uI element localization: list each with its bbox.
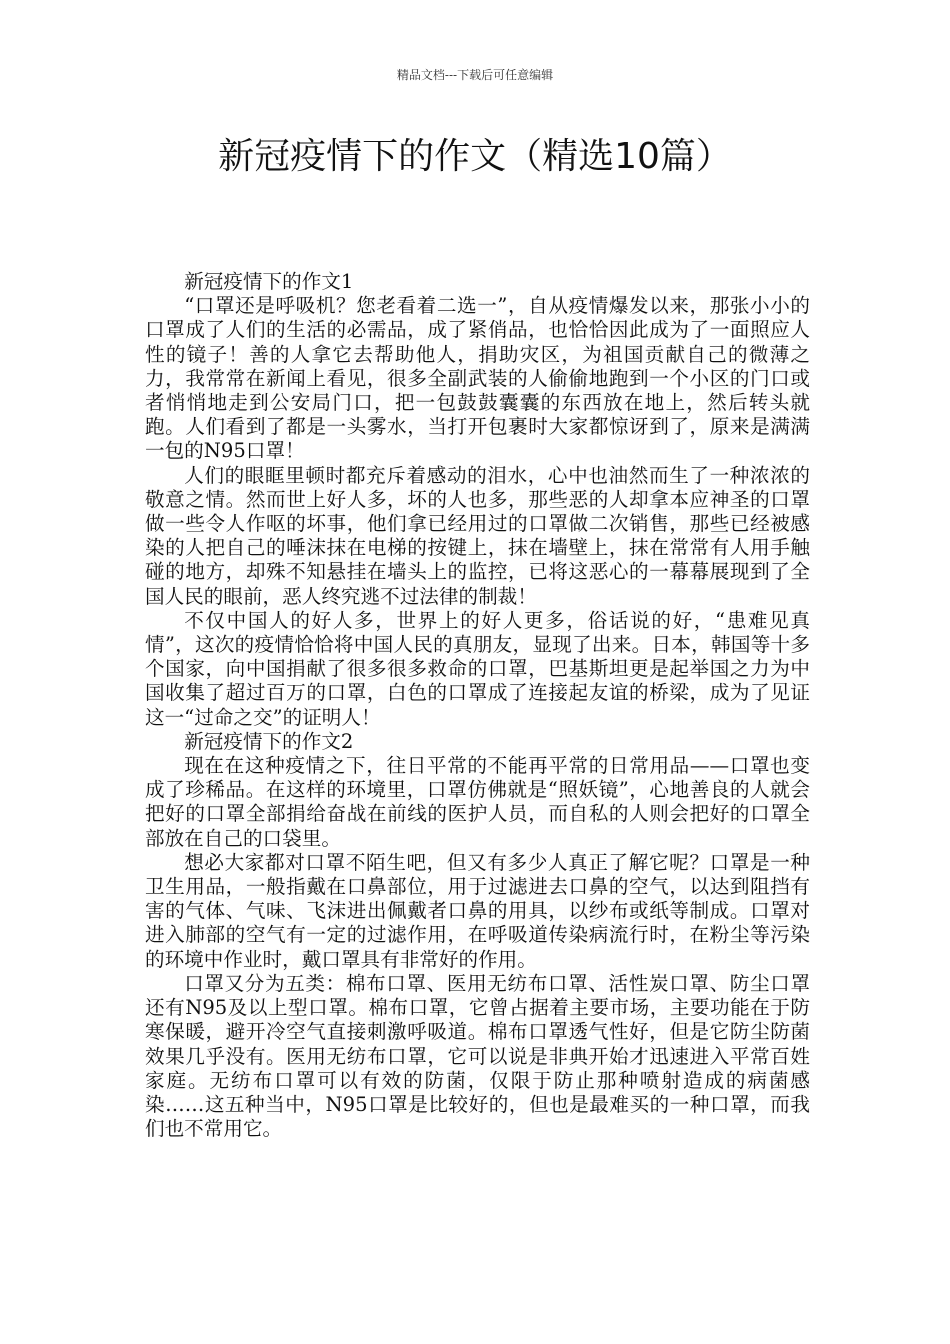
section-heading-2: 新冠疫情下的作文2 bbox=[184, 729, 354, 753]
paragraph: 口罩又分为五类：棉布口罩、医用无纺布口罩、活性炭口罩、防尘口罩还有N95及以上型口罩。棉布口罩，它曾占据着主要市场，主要功能在于防寒保暖，避开冷空气直接刺激呼吸道。棉布口罩透气性好，但是它防尘防菌效果几乎没有。医用无纺布口罩，它可以说是非典开始才迅速进入平常百姓家庭。无纺布口罩可以有效的防菌，仅限于防止那种喷射造成的病菌感染……这五种当中，N95口罩是比较好的，但也是最难买的一种口罩，而我们也不常用它。 bbox=[145, 971, 810, 1141]
section-heading-1: 新冠疫情下的作文1 bbox=[184, 270, 354, 293]
paragraph: 人们的眼眶里顿时都充斥着感动的泪水，心中也油然而生了一种浓浓的敬意之情。然而世上好人多，坏的人也多，那些恶的人却拿本应神圣的口罩做一些令人作呕的坏事，他们拿已经用过的口罩做二次销售，那些已经被感染的人把自己的唾沫抹在电梯的按键上，抹在墙壁上，抹在常常有人用手触碰的地方，却殊不知悬挂在墙头上的监控，已将这恶心的一幕幕展现到了全国人民的眼前，恶人终究逃不过法律的制裁！ bbox=[145, 463, 810, 608]
paragraph: 不仅中国人的好人多，世界上的好人更多，俗话说的好，“患难见真情”，这次的疫情恰恰将中国人民的真朋友，显现了出来。日本，韩国等十多个国家，向中国捐献了很多很多救命的口罩，巴基斯坦更是起举国之力为中国收集了超过百万的口罩，白色的口罩成了连接起友谊的桥梁，成为了见证这一“过命之交”的证明人！ bbox=[145, 608, 810, 729]
paragraph: 想必大家都对口罩不陌生吧，但又有多少人真正了解它呢？口罩是一种卫生用品，一般指戴在口鼻部位，用于过滤进去口鼻的空气，以达到阻挡有害的气体、气味、飞沫进出佩戴者口鼻的用具，以纱布或纸等制成。口罩对进入肺部的空气有一定的过滤作用，在呼吸道传染病流行时，在粉尘等污染的环境中作业时，戴口罩具有非常好的作用。 bbox=[145, 850, 810, 971]
document-title: 新冠疫情下的作文（精选10篇） bbox=[218, 136, 732, 177]
document-body bbox=[145, 270, 810, 1141]
header-note: 精品文档---下载后可任意编辑 bbox=[396, 68, 554, 82]
paragraph: 现在在这种疫情之下，往日平常的不能再平常的日常用品——口罩也变成了珍稀品。在这样的环境里，口罩仿佛就是“照妖镜”，心地善良的人就会把好的口罩全部捐给奋战在前线的医护人员，而自私的人则会把好的口罩全部放在自己的口袋里。 bbox=[145, 754, 810, 850]
paragraph: “口罩还是呼吸机？您老看着二选一”，自从疫情爆发以来，那张小小的口罩成了人们的生活的必需品，成了紧俏品，也恰恰因此成为了一面照应人性的镜子！善的人拿它去帮助他人，捐助灾区，为祖国贡献自己的微薄之力，我常常在新闻上看见，很多全副武装的人偷偷地跑到一个小区的门口或者悄悄地走到公安局门口，把一包鼓鼓囊囊的东西放在地上，然后转头就跑。人们看到了都是一头雾水，当打开包裹时大家都惊讶到了，原来是满满一包的N95口罩！ bbox=[145, 294, 810, 463]
